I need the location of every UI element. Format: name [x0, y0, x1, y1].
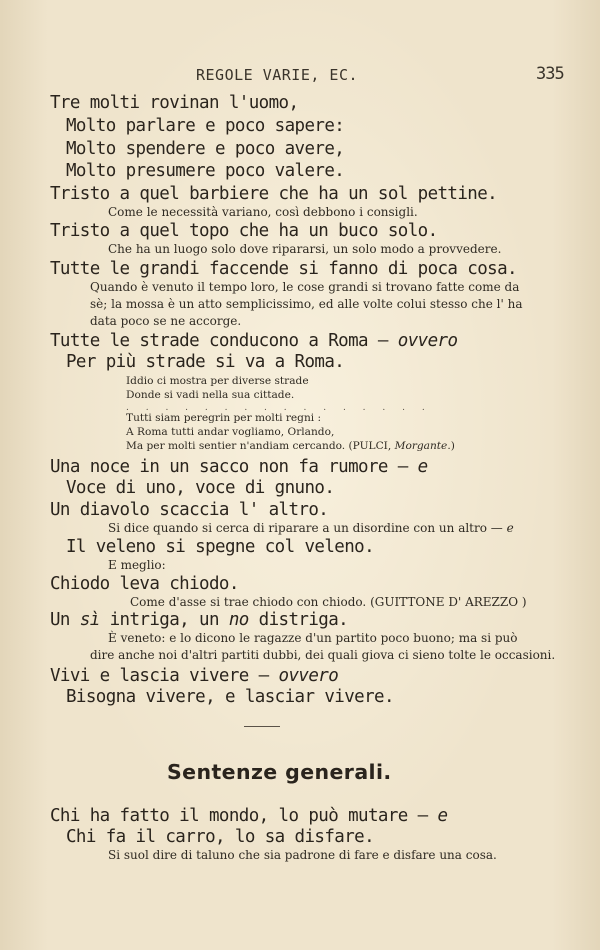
commentary-line: Quando è venuto il tempo loro, le cose grandi si trovano fatte come da: [90, 280, 520, 294]
proverb-line: Il veleno si spegne col veleno.: [66, 537, 375, 557]
proverb-line: Un sì intriga, un no distriga.: [50, 610, 349, 630]
ellipsis-dots: . . . . . . . . . . . . . . . .: [126, 403, 432, 413]
proverb-line: Tre molti rovinan l'uomo,: [50, 93, 299, 113]
proverb-line: Chi ha fatto il mondo, lo può mutare — e: [50, 806, 448, 826]
proverb-line: Molto parlare e poco sapere:: [66, 116, 345, 136]
page-number: 335: [536, 64, 564, 84]
proverb-line: Tutte le grandi faccende si fanno di poca cosa.: [50, 259, 517, 279]
proverb-line: Bisogna vivere, e lasciar vivere.: [66, 687, 394, 707]
commentary-line: Come le necessità variano, così debbono i consigli.: [108, 205, 418, 219]
proverb-line: Un diavolo scaccia l' altro.: [50, 500, 329, 520]
verse-line: Tutti siam peregrin per molti regni :: [126, 412, 322, 424]
proverb-line: Una noce in un sacco non fa rumore — e: [50, 457, 428, 477]
verse-line: Iddio ci mostra per diverse strade: [126, 375, 309, 387]
commentary-line: data poco se ne accorge.: [90, 314, 242, 328]
proverb-line: Tristo a quel topo che ha un buco solo.: [50, 221, 438, 241]
proverb-line: Tristo a quel barbiere che ha un sol pettine.: [50, 184, 498, 204]
proverb-line: Per più strade si va a Roma.: [66, 352, 345, 372]
verse-line: Ma per molti sentier n'andiam cercando. (PULCI, Morgante.): [126, 440, 455, 452]
proverb-line: Chi fa il carro, lo sa disfare.: [66, 827, 375, 847]
proverb-line: Molto presumere poco valere.: [66, 161, 345, 181]
commentary-line: sè; la mossa è un atto semplicissimo, ed alle volte colui stesso che l' ha: [90, 297, 523, 311]
commentary-line: E meglio:: [108, 558, 166, 572]
commentary-line: È veneto: e lo dicono le ragazze d'un partito poco buono; ma si può: [108, 631, 518, 645]
proverb-line: Tutte le strade conducono a Roma — ovvero: [50, 331, 458, 351]
proverb-line: Vivi e lascia vivere — ovvero: [50, 666, 339, 686]
commentary-line: Si dice quando si cerca di riparare a un disordine con un altro — e: [108, 521, 514, 535]
proverb-line: Chiodo leva chiodo.: [50, 574, 239, 594]
verse-line: A Roma tutti andar vogliamo, Orlando,: [126, 426, 335, 438]
proverb-line: Voce di uno, voce di gnuno.: [66, 478, 335, 498]
commentary-line: Che ha un luogo solo dove ripararsi, un solo modo a provvedere.: [108, 242, 502, 256]
commentary-line: Si suol dire di taluno che sia padrone di fare e disfare una cosa.: [108, 848, 497, 862]
running-title: REGOLE VARIE, EC.: [196, 66, 359, 84]
commentary-line: dire anche noi d'altri partiti dubbi, dei quali giova ci sieno tolte le occasioni.: [90, 648, 556, 662]
section-divider: [244, 726, 280, 727]
proverb-line: Molto spendere e poco avere,: [66, 139, 345, 159]
commentary-line: Come d'asse si trae chiodo con chiodo. (GUITTONE D' AREZZO ): [130, 595, 527, 609]
verse-line: Donde si vadi nella sua cittade.: [126, 389, 295, 401]
section-heading: Sentenze generali.: [167, 760, 392, 784]
